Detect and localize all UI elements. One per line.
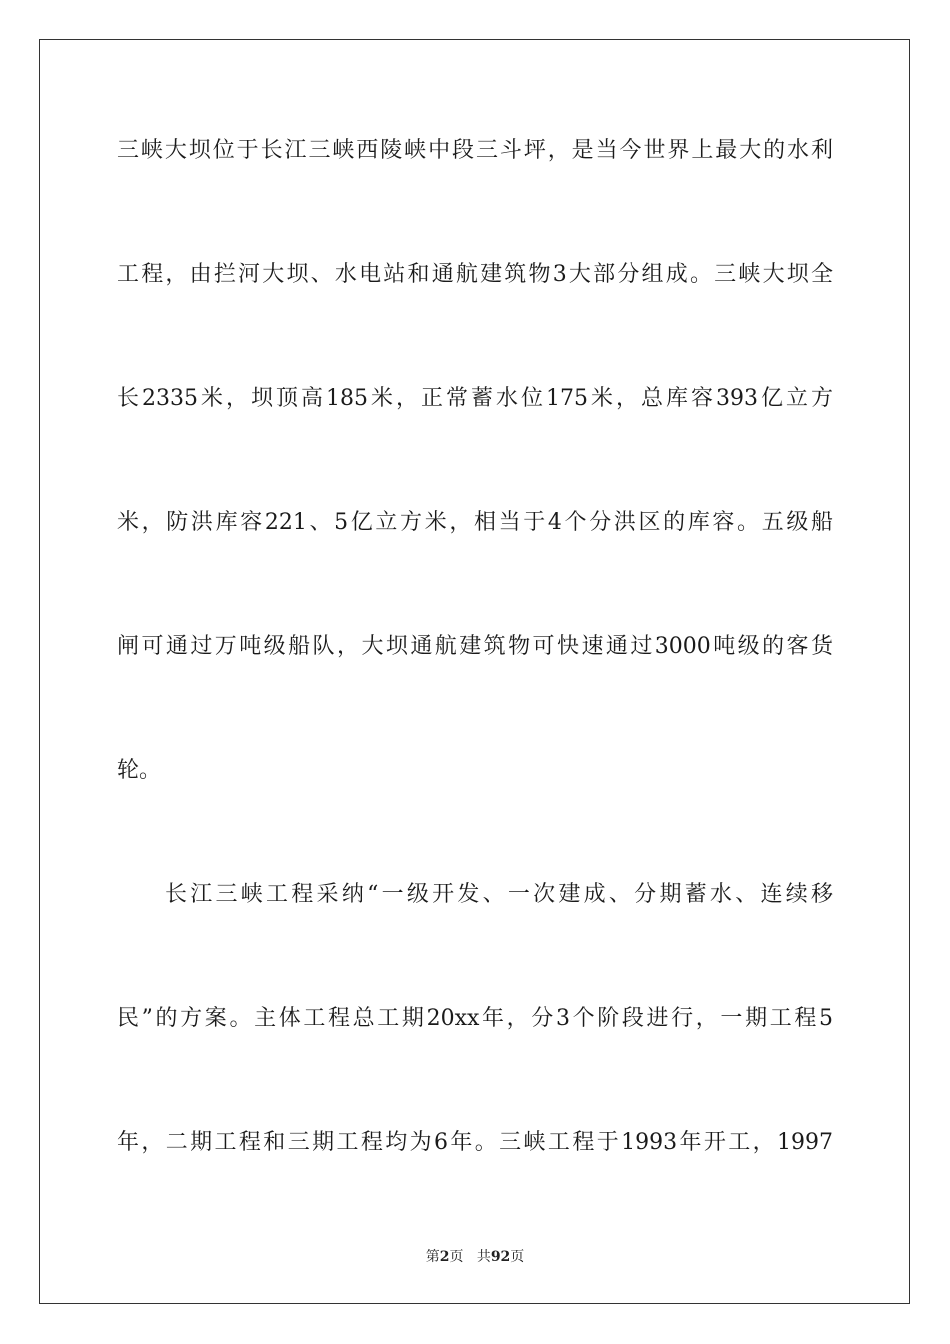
body-text-line: 轮。 — [117, 758, 162, 783]
total-page-count: 92 — [490, 1249, 511, 1265]
footer-prefix: 第 — [425, 1249, 440, 1265]
body-text-line: 长2335米，坝顶高185米，正常蓄水位175米，总库容393亿立方 — [117, 386, 833, 411]
body-text-line: 民”的方案。主体工程总工期20xx年，分3个阶段进行，一期工程5 — [117, 1006, 833, 1031]
page-border — [39, 39, 910, 1304]
footer-total-suffix: 页 — [510, 1249, 525, 1265]
body-text-line: 年，二期工程和三期工程均为6年。三峡工程于1993年开工，1997 — [117, 1130, 833, 1155]
page-footer — [0, 1247, 950, 1267]
current-page-number: 2 — [439, 1249, 450, 1265]
footer-page-suffix: 页 — [449, 1249, 464, 1265]
body-text-line: 长江三峡工程采纳“一级开发、一次建成、分期蓄水、连续移 — [165, 882, 833, 907]
body-text-line: 工程，由拦河大坝、水电站和通航建筑物3大部分组成。三峡大坝全 — [117, 262, 833, 287]
body-text-line: 三峡大坝位于长江三峡西陵峡中段三斗坪，是当今世界上最大的水利 — [117, 138, 833, 163]
footer-total-prefix: 共 — [476, 1249, 491, 1265]
body-text-line: 米，防洪库容221、5亿立方米，相当于4个分洪区的库容。五级船 — [117, 510, 833, 535]
body-text-line: 闸可通过万吨级船队，大坝通航建筑物可快速通过3000吨级的客货 — [117, 634, 833, 659]
